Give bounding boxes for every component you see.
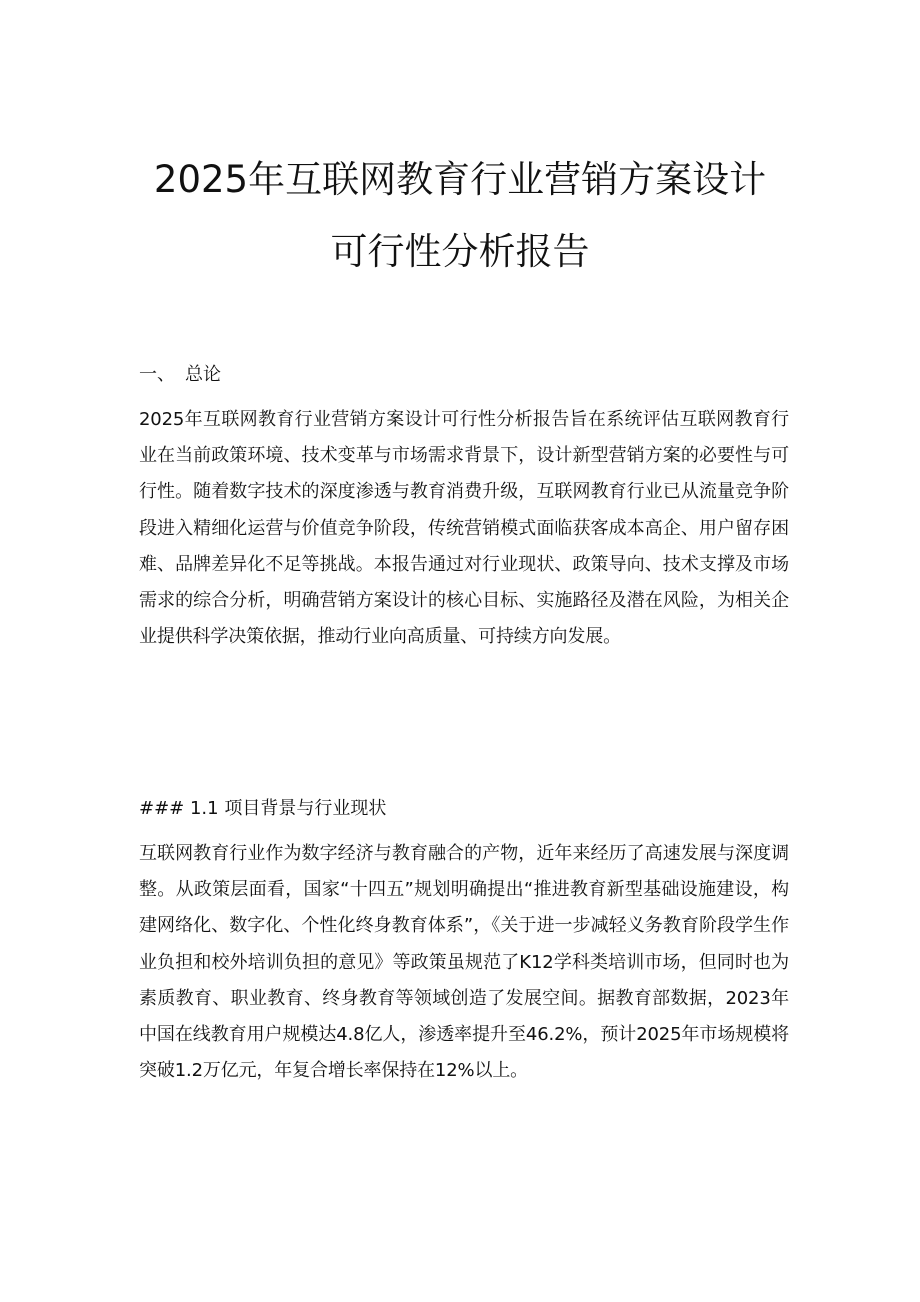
general-paragraph: 2025年互联网教育行业营销方案设计可行性分析报告旨在系统评估互联网教育行业在当前政策环境、技术变革与市场需求背景下，设计新型营销方案的必要性与可行性。随着数字技术的深度渗透与教育消费升级，互联网教育行业已从流量竞争阶段进入精细化运营与价值竞争阶段，传统营销模式面临获客成本高企、用户留存困难、品牌差异化不足等挑战。本报告通过对行业现状、政策导向、技术支撑及市场需求的综合分析，明确营销方案设计的核心目标、实施路径及潜在风险，为相关企业提供科学决策依据，推动行业向高质量、可持续方向发展。 — [139, 409, 789, 648]
subsection-heading-background: ### 1.1 项目背景与行业现状 — [139, 798, 387, 819]
section-number: 一、 — [139, 364, 175, 385]
document-title-line-2: 可行性分析报告 — [330, 230, 590, 273]
section-heading-text: 总论 — [185, 364, 221, 385]
section-heading-general — [139, 363, 221, 387]
background-paragraph: 互联网教育行业作为数字经济与教育融合的产物，近年来经历了高速发展与深度调整。从政策层面看，国家“十四五”规划明确提出“推进教育新型基础设施建设，构建网络化、数字化、个性化终身教育体系”，《关于进一步减轻义务教育阶段学生作业负担和校外培训负担的意见》等政策虽规范了K12学科类培训市场，但同时也为素质教育、职业教育、终身教育等领域创造了发展空间。据教育部数据，2023年中国在线教育用户规模达4.8亿人，渗透率提升至46.2%，预计2025年市场规模将突破1.2万亿元，年复合增长率保持在12%以上。 — [139, 843, 789, 1082]
document-title-line-1: 2025年互联网教育行业营销方案设计 — [153, 158, 767, 201]
